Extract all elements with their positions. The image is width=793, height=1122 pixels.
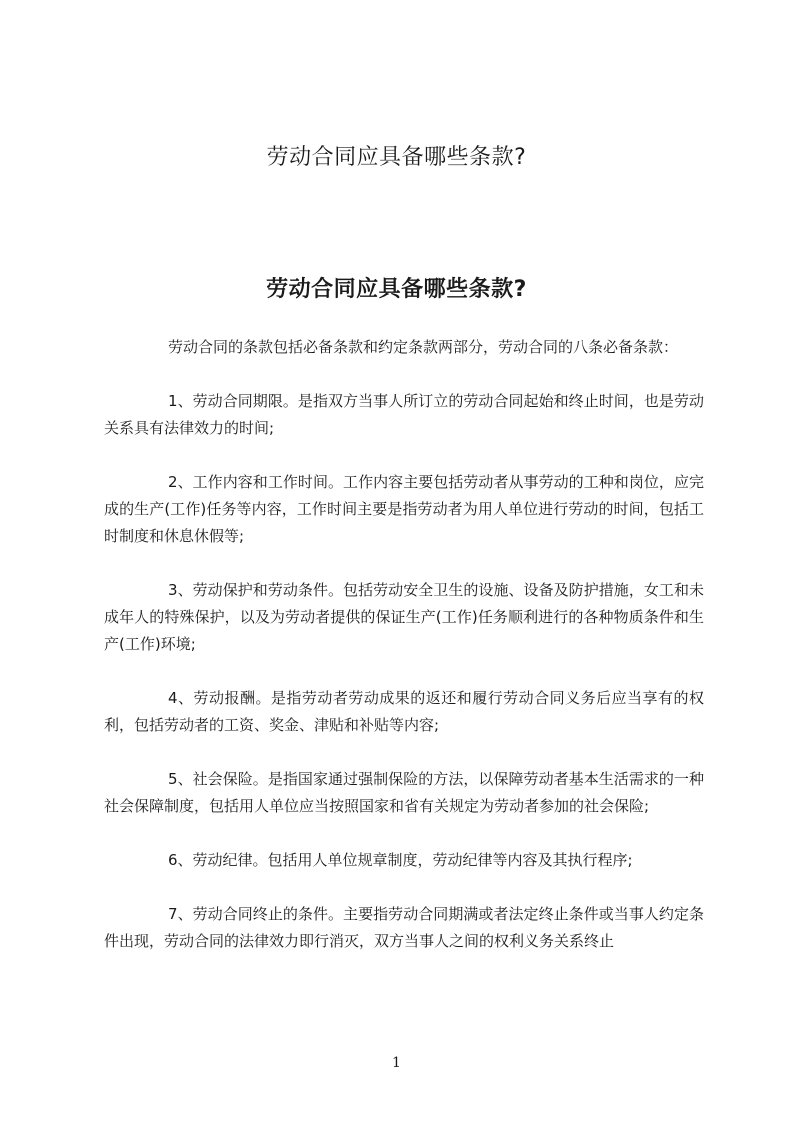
clause-paragraph-1: 1、劳动合同期限。是指双方当事人所订立的劳动合同起始和终止时间，也是劳动关系具有法律效力的时间; — [104, 392, 704, 437]
intro-paragraph: 劳动合同的条款包括必备条款和约定条款两部分，劳动合同的八条必备条款： — [168, 338, 679, 356]
document-body — [104, 334, 704, 982]
clause-paragraph-2: 2、工作内容和工作时间。工作内容主要包括劳动者从事劳动的工种和岗位，应完成的生产(工作)任务等内容，工作时间主要是指劳动者为用人单位进行劳动的时间，包括工时制度和休息休假等; — [104, 473, 704, 545]
section-title: 劳动合同应具备哪些条款? — [266, 277, 527, 302]
document-title: 劳动合同应具备哪些条款? — [266, 145, 527, 170]
clause-paragraph-7: 7、劳动合同终止的条件。主要指劳动合同期满或者法定终止条件或当事人约定条件出现，劳动合同的法律效力即行消灭，双方当事人之间的权利义务关系终止 — [104, 905, 704, 950]
clause-paragraph-3: 3、劳动保护和劳动条件。包括劳动安全卫生的设施、设备及防护措施，女工和未成年人的特殊保护，以及为劳动者提供的保证生产(工作)任务顺利进行的各种物质条件和生产(工作)环境; — [104, 581, 704, 653]
clause-paragraph-6: 6、劳动纪律。包括用人单位规章制度，劳动纪律等内容及其执行程序; — [168, 851, 633, 869]
page-number: 1 — [392, 1055, 401, 1071]
clause-paragraph-5: 5、社会保险。是指国家通过强制保险的方法，以保障劳动者基本生活需求的一种社会保障制度，包括用人单位应当按照国家和省有关规定为劳动者参加的社会保险; — [104, 770, 704, 815]
clause-paragraph-4: 4、劳动报酬。是指劳动者劳动成果的返还和履行劳动合同义务后应当享有的权利，包括劳动者的工资、奖金、津贴和补贴等内容; — [104, 689, 704, 734]
